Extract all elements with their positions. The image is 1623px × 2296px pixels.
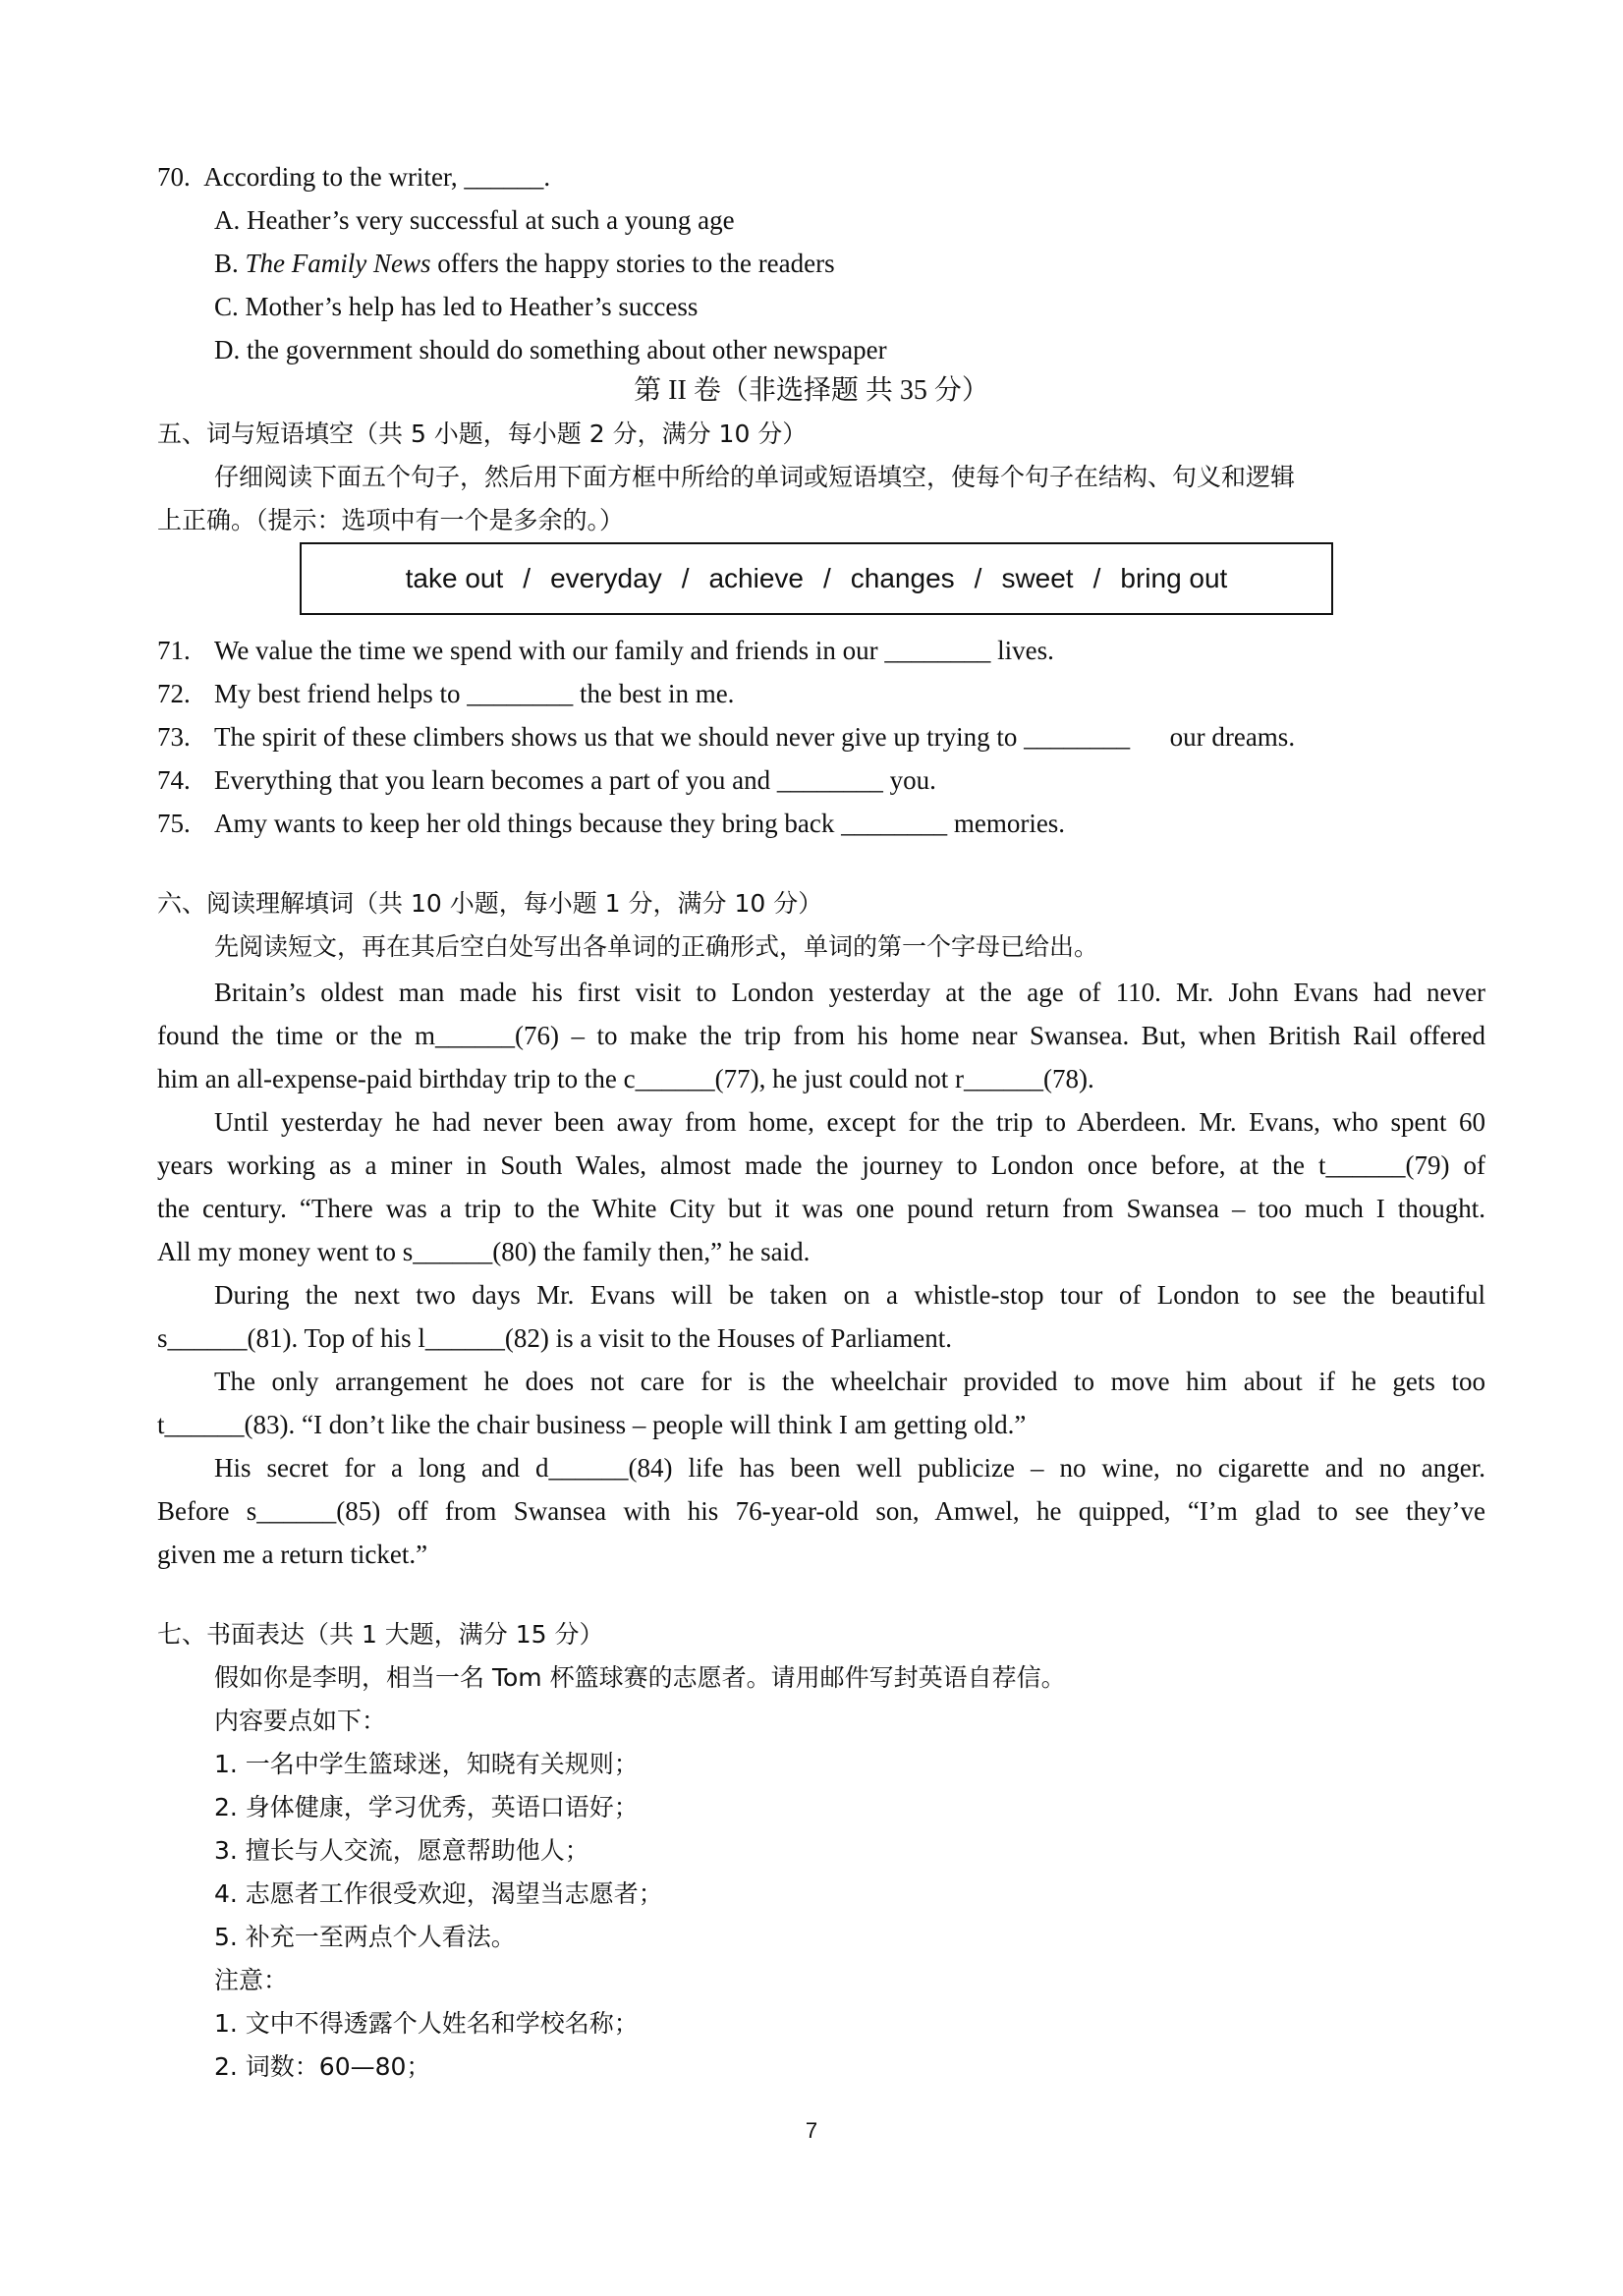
question-text: My best friend helps to ________ the best in me. [214,679,735,708]
word-option: take out [405,563,504,593]
passage-line: given me a return ticket.” [157,1540,428,1569]
section7-point: 5. 补充一至两点个人看法。 [214,1923,516,1951]
section5-title: 五、词与短语填空（共 5 小题，每小题 2 分，满分 10 分） [157,420,808,448]
q70-option-b: B. The Family News offers the happy stories to the readers [214,249,835,278]
passage-line: years working as a miner in South Wales, almost made the journey to London once before, at the t______(79) of [157,1150,1485,1180]
section7-point: 2. 身体健康，学习优秀，英语口语好； [214,1793,639,1821]
question-text: Everything that you learn becomes a part of you and ________ you. [214,765,936,795]
section5-instruction-1: 仔细阅读下面五个句子，然后用下面方框中所给的单词或短语填空，使每个句子在结构、句义和逻辑 [214,463,1296,491]
passage-line: All my money went to s______(80) the family then,” he said. [157,1237,811,1266]
separator: / [974,563,982,593]
word-box [300,542,1333,615]
separator: / [681,563,690,593]
question-number: 72. [157,679,191,708]
separator: / [823,563,831,593]
q70-option-a: A. Heather’s very successful at such a young age [214,205,735,235]
separator: / [1092,563,1101,593]
question-number: 74. [157,765,191,795]
question-74 [157,760,936,800]
question-text: The spirit of these climbers shows us that we should never give up trying to ________ our dreams. [214,722,1296,752]
passage-line: t______(83). “I don’t like the chair business – people will think I am getting old.” [157,1410,1027,1439]
section7-notes-title: 注意： [214,1966,289,1994]
word-option: everyday [550,563,662,593]
passage-line: The only arrangement he does not care for is the wheelchair provided to move him about if he gets too [214,1367,1485,1396]
q70-option-c: C. Mother’s help has led to Heather’s success [214,292,699,321]
section7-point: 1. 一名中学生篮球迷，知晓有关规则； [214,1750,639,1778]
section7-point: 4. 志愿者工作很受欢迎，渴望当志愿者； [214,1879,663,1908]
word-option: sweet [1001,563,1074,593]
question-72 [157,674,734,713]
section6-title: 六、阅读理解填词（共 10 小题，每小题 1 分，满分 10 分） [157,889,823,918]
section7-note: 2. 词数：60—80； [214,2052,431,2081]
passage-line: Before s______(85) off from Swansea with his 76-year-old son, Amwel, he quipped, “I’m glad to see they’ve [157,1496,1485,1526]
passage-line: the century. “There was a trip to the White City but it was one pound return from Swansea – too much I thought. [157,1194,1485,1223]
section7-title: 七、书面表达（共 1 大题，满分 15 分） [157,1620,604,1649]
word-option: changes [850,563,955,593]
q70-stem: 70. According to the writer, ______. [157,162,551,192]
question-number: 71. [157,636,191,665]
separator: / [523,563,532,593]
question-73 [157,717,1295,756]
section7-points-title: 内容要点如下： [214,1707,387,1735]
question-number: 73. [157,722,191,752]
question-number: 75. [157,809,191,838]
question-75 [157,804,1065,843]
section7-prompt: 假如你是李明，相当一名 Tom 杯篮球赛的志愿者。请用邮件写封英语自荐信。 [214,1663,1066,1692]
question-71 [157,631,1054,670]
question-text: We value the time we spend with our family and friends in our ________ lives. [214,636,1054,665]
section6-instruction: 先阅读短文，再在其后空白处写出各单词的正确形式，单词的第一个字母已给出。 [214,932,1099,961]
section7-note: 1. 文中不得透露个人姓名和学校名称； [214,2009,639,2038]
page-number: 7 [805,2118,818,2143]
word-option: achieve [708,563,804,593]
passage-line: him an all-expense-paid birthday trip to the c______(77), he just could not r______(78). [157,1064,1094,1093]
passage-line: Until yesterday he had never been away from home, except for the trip to Aberdeen. Mr. Evans, who spent 60 [214,1107,1485,1137]
passage-line: s______(81). Top of his l______(82) is a visit to the Houses of Parliament. [157,1323,953,1353]
question-text: Amy wants to keep her old things because they bring back ________ memories. [214,809,1066,838]
passage-line: During the next two days Mr. Evans will be taken on a whistle-stop tour of London to see the beautiful [214,1280,1485,1310]
section7-point: 3. 擅长与人交流，愿意帮助他人； [214,1836,589,1865]
word-option: bring out [1120,563,1228,593]
q70-option-d: D. the government should do something about other newspaper [214,335,887,364]
passage-line: found the time or the m______(76) – to make the trip from his home near Swansea. But, when British Rail offered [157,1021,1485,1050]
passage-line: His secret for a long and d______(84) life has been well publicize – no wine, no cigarette and no anger. [214,1453,1485,1483]
section5-instruction-2: 上正确。（提示：选项中有一个是多余的。） [157,506,625,534]
passage-line: Britain’s oldest man made his first visit to London yesterday at the age of 110. Mr. John Evans had never [214,978,1485,1007]
part2-title: 第 II 卷（非选择题 共 35 分） [634,375,989,406]
